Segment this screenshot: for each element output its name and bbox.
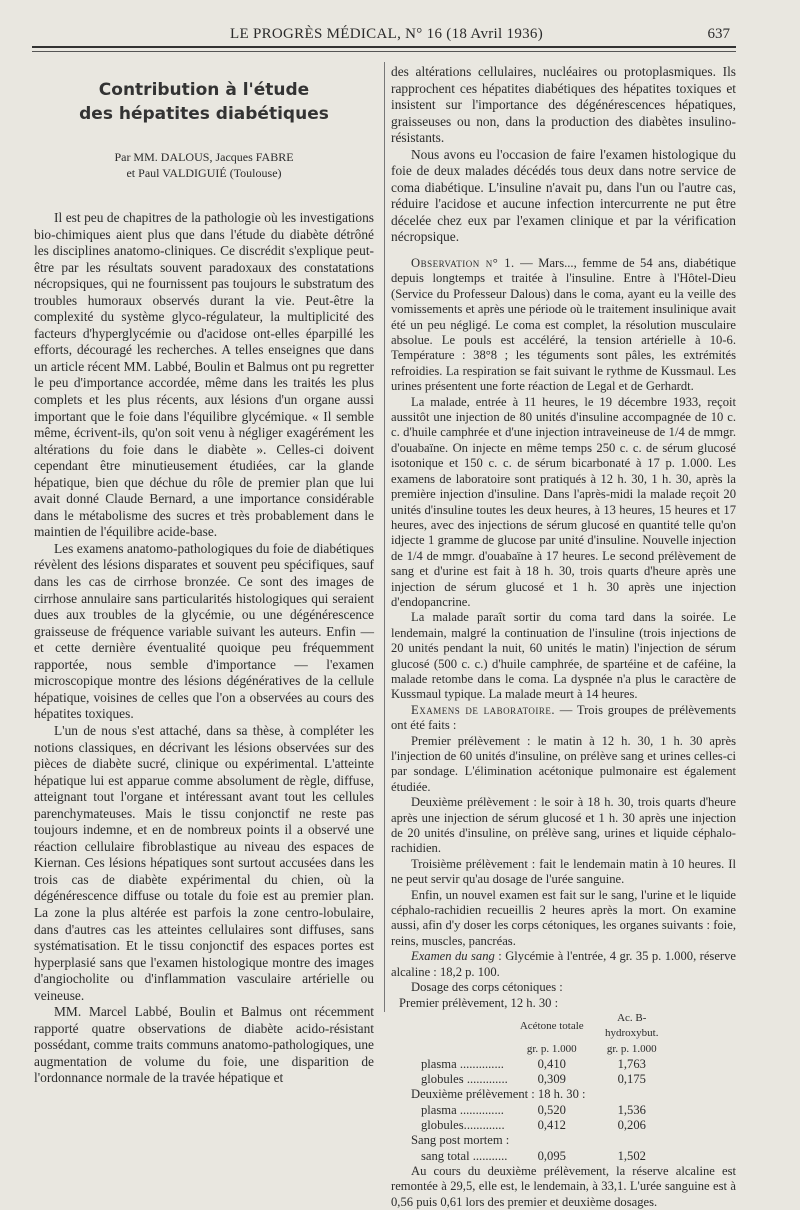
paragraph: Enfin, un nouvel examen est fait sur le sang, l'urine et le liquide céphalo-rachidien recueillis 2 heures après la mort. On examine aussi, afin d'y doser les corps cétoniques, les organes suivants : foie, reins, muscles, pancréas.: [391, 887, 736, 948]
article-title-line1: Contribution à l'étude: [98, 80, 310, 100]
paragraph: Troisième prélèvement : fait le lendemain matin à 10 heures. Il ne peut servir qu'au dosage de l'urée sanguine.: [391, 856, 736, 887]
table-row: globules............. 0,412 0,206: [421, 1118, 646, 1132]
article-title-line2: des hépatites diabétiques: [79, 104, 329, 124]
header-rule: [32, 46, 736, 48]
col-header: Ac. B-hydroxybut.: [605, 1011, 659, 1040]
header-rule-thin: [32, 51, 736, 52]
observation-text: — Mars..., femme de 54 ans, diabétique depuis longtemps et traitée à l'insuline. Entre à l'Hôtel-Dieu (Service du Professeur Dalous) dans le coma, ayant eu la veille des vomissements et après une période où le traitement insulinique avait été un peu négligé. Le coma est complet, la résolution musculaire absolue. Le pouls est accéléré, la tension artérielle à 10-6. Température : 38°8 ; les téguments sont pâles, les extrémités refroidies. La respiration se fait suivant le rythme de Kussmaul. Les urines présentent une forte réaction de Legal et de Gerhardt.: [391, 256, 737, 394]
blood-exam-paragraph: [391, 949, 736, 980]
table-row: plasma .............. 0,520 1,536: [421, 1102, 646, 1117]
paragraph: Il est peu de chapitres de la pathologie où les investigations bio-chimiques aient plus que dans l'étude du diabète détrôné les disciplines anatomo-cliniques. Ce discrédit s'explique peut-être par les résultats souvent paradoxaux des constatations nécropsiques, qui ne fournissent pas toujours le substratum des troubles humoraux observés durant la vie. Peut-être la complexité du système glyco-régulateur, la multiplicité des facteurs d'hyperglycémie ou d'acidose ont-elles éparpillé les efforts, découragé les recherches. A telles enseignes que dans un article récent MM. Labbé, Boulin et Balmus ont pu regretter le peu d'importance accordée, même dans les traités les plus complets et les plus récents, aux lésions d'un organe aussi important que le foie dans l'équilibre glycémique. « Il semble même, écrivent-ils, qu'on soit venu à négliger exagérément les altérations du foie dans le diabète ». Celles-ci doivent cependant être minutieusement étudiées, car la glande hépatique, bien que déchue du rôle de premier plan que lui avait donné Claude Bernard, a une importance considérable dans le métabolisme des sucres et très probablement dans le maintien de l'équilibre acide-base.: [34, 210, 374, 540]
paragraph: Deuxième prélèvement : le soir à 18 h. 30, trois quarts d'heure après une injection de sérum glucosé et 1 h. 30 après une injection de 20 unités d'insuline, on prélève sang, urines et liquide céphalo-rachidien.: [391, 795, 736, 856]
paragraph: des altérations cellulaires, nucléaires ou protoplasmiques. Ils rapprochent ces hépatites diabétiques des hépatites toxiques et insistent sur l'importance des dégénérescences hépatiques, graisseuses ou non, dans la production des diabètes insulino-résistants.: [391, 64, 736, 146]
first-sample-heading: Premier prélèvement, 12 h. 30 :: [399, 995, 559, 1010]
dosage-heading: Dosage des corps cétoniques :: [411, 980, 563, 995]
running-header: [230, 26, 730, 46]
observation-label: Observation n° 1.: [411, 256, 515, 271]
column-divider: [384, 62, 385, 1012]
blood-exam-text: : Glycémie à l'entrée, 4 gr. 35 p. 1.000, réserve alcaline : 18,2 p. 100.: [391, 949, 737, 979]
table-row: sang total ........... 0,095 1,502: [421, 1148, 646, 1163]
exam-text: — Trois groupes de prélèvements ont été faits :: [391, 702, 736, 733]
left-column: [34, 210, 374, 1087]
table-row: plasma .............. 0,410 1,763: [421, 1056, 646, 1071]
paragraph: Au cours du deuxième prélèvement, la réserve alcaline est remontée à 29,5, elle est, le lendemain, à 33,1. L'urée sanguine est à 0,56 puis 0,61 lors des premier et deuxième dosages.: [391, 1163, 736, 1209]
paragraph: La malade, entrée à 11 heures, le 19 décembre 1933, reçoit aussitôt une injection de 80 unités d'insuline accompagnée de 10 c. c. d'huile camphrée et d'une injection intraveineuse de 1/4 de mmgr. d'ouabaïne. On injecte en même temps 250 c. c. de sérum glucosé isotonique et 150 c. c. de sérum bicarbonaté à 17 p. 1.000. Les examens de laboratoire sont pratiqués à 12 h. 30, 1 h. 30, après la première injection d'insuline. Dans l'après-midi la malade reçoit 20 unités d'insuline toutes les deux heures, à 13 heures, 15 heures et 17 heures, avec des injections de sérum glucosé en quantité telle qu'on idjecte 1 gramme de glucose par unité d'insuline. Nouvelle injection de 1/4 de mmgr. d'ouabaïne à 17 heures. Le second prélèvement de sang et d'urine est fait à 18 h. 30, trois quarts d'heure après une injection de sérum glucosé et 1 h. 30 après une injection d'endopancrine.: [391, 394, 736, 609]
paragraph: L'un de nous s'est attaché, dans sa thèse, à compléter les notions classiques, en décrivant les lésions observées sur des pièces de diabète sucré, clinique ou expérimental. L'atteinte hépatique lui est apparue comme absolument de règle, diffuse, atteignant tout l'organe et intéressant avant tout les cellules parenchymateuses. Mais le tissu conjonctif ne reste pas toujours indemne, et en de nombreux points il a observé une réaction cellulaire fibroblastique au niveau des espaces de Kiernan. Ces lésions hépatiques sont surtout accusées dans les trois cas de diabète expérimental du chien, où la dégénérescence diffuse ou totale du foie est au premier plan. La zone la plus altérée est parfois la zone centro-lobulaire, dans d'autres cas les atteintes cellulaires sont diffuses, sans systématisation. Et le tissu conjonctif des espaces portes est hyperplasié sans que l'examen histologique montre des images d'angiocholite ou d'inflammation vasculaire artérielle ou veineuse.: [34, 722, 374, 1003]
authors-line1: Par MM. DALOUS, Jacques FABRE: [114, 150, 294, 164]
col-unit: gr. p. 1.000: [606, 1042, 657, 1055]
journal-title: LE PROGRÈS MÉDICAL, N° 16 (18 Avril 1936): [230, 26, 544, 42]
paragraph: La malade paraît sortir du coma tard dans la soirée. Le lendemain, malgré la continuation de l'insuline (trois injections de 20 unités pendant la nuit, 60 unités le matin) l'injection de sérum glucosé (500 c. c.) d'huile camphrée, de spartéine et de caféine, la malade retombe dans le coma. La dyspnée n'a plus le caractère de Kussmaul typique. La malade meurt à 14 heures.: [391, 610, 736, 702]
table-row: globules ............. 0,309 0,175: [421, 1072, 646, 1087]
paragraph: Nous avons eu l'occasion de faire l'examen histologique du foie de deux malades décédés tous deux dans notre service de coma diabétique. L'insuline n'avait pu, dans l'un ou l'autre cas, réduire l'acidose et aucune infection intercurrente ne put être décelée chez eux par l'examen clinique et par la vérification nécropsique.: [391, 146, 736, 245]
second-sample-heading: Deuxième prélèvement : 18 h. 30 :: [411, 1087, 586, 1102]
right-column: [391, 64, 736, 1210]
results-table: [411, 1011, 672, 1164]
post-mortem-heading: Sang post mortem :: [411, 1133, 510, 1148]
blood-exam-label: Examen du sang: [411, 949, 495, 964]
page-number: 637: [707, 26, 730, 42]
paragraph: MM. Marcel Labbé, Boulin et Balmus ont récemment rapporté quatre observations de diabète acido-résistant possédant, comme traits communs anatomo-pathologiques, une augmentation de volume du foie, une disparition de l'ordonnance normale de la travée hépatique et: [34, 1004, 374, 1086]
paragraph: Les examens anatomo-pathologiques du foie de diabétiques révèlent des lésions disparates et souvent peu spécifiques, sauf dans les cas de cirrhose bronzée. Ce sont des images de cirrhose annulaire sans particularités histologiques qui seraient dues aux troubles de la glycémie, ou une dégénérescence graisseuse de fréquence variable suivant les auteurs. Enfin — et cette dernière éventualité quoique peu fréquemment rapportée, nous semble d'importance — l'examen microscopique montre des lésions dégénératives de la cellule hépatique, voisines de celles que l'on a observées au cours des hépatites toxiques.: [34, 540, 374, 722]
authors-line2: et Paul VALDIGUIÉ (Toulouse): [126, 166, 282, 180]
col-unit: gr. p. 1.000: [526, 1042, 577, 1055]
exam-paragraph: [391, 703, 736, 734]
paragraph: Premier prélèvement : le matin à 12 h. 30, 1 h. 30 après l'injection de 60 unités d'insuline, on prélève sang et urines celles-ci par sondage. L'élimination acétonique pulmonaire est également étudiée.: [391, 733, 736, 794]
col-header: Acétone totale: [519, 1019, 584, 1032]
observation-paragraph: [391, 256, 736, 395]
exam-label: Examens de laboratoire.: [411, 702, 556, 717]
